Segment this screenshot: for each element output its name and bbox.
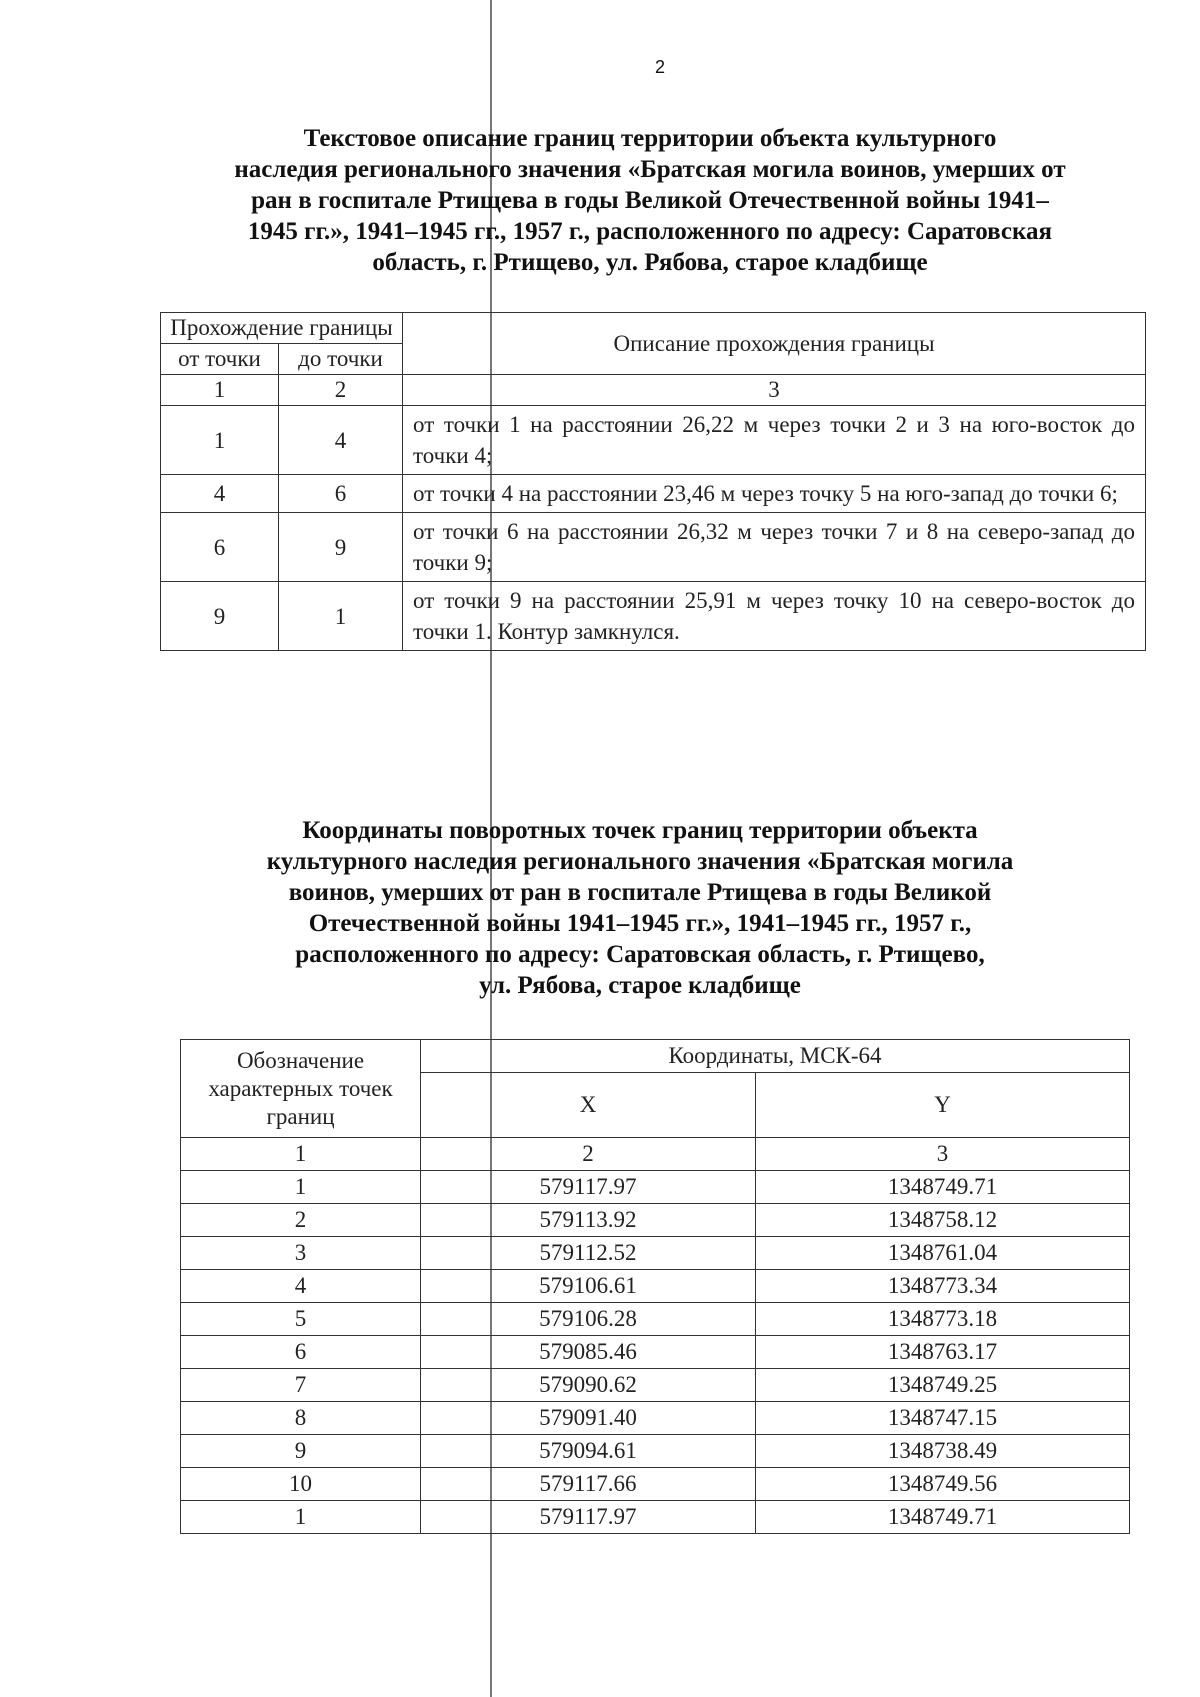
x-cell: 579106.61 [421,1270,756,1303]
to-point-cell: 9 [279,513,403,582]
title-line: культурного наследия регионального значения «Братская могила [266,848,1014,875]
x-cell: 579094.61 [421,1435,756,1468]
y-cell: 1348749.71 [756,1171,1130,1204]
table-row [161,582,1146,651]
boundary-description-table [160,312,1146,651]
table-row [181,1369,1130,1402]
from-point-cell: 1 [161,406,279,475]
column-number: 3 [756,1138,1130,1171]
column-number: 2 [421,1138,756,1171]
point-cell: 4 [181,1270,421,1303]
boundary-description-title [170,123,1130,278]
to-point-cell: 1 [279,582,403,651]
y-cell: 1348747.15 [756,1402,1130,1435]
header-point-designation: Обозначение характерных точек границ [181,1040,421,1138]
y-cell: 1348738.49 [756,1435,1130,1468]
point-cell: 7 [181,1369,421,1402]
page-number: 2 [654,57,665,77]
point-cell: 9 [181,1435,421,1468]
y-cell: 1348758.12 [756,1204,1130,1237]
y-cell: 1348763.17 [756,1336,1130,1369]
title-line: ран в госпитале Ртищева в годы Великой Отечественной войны 1941– [251,187,1049,214]
column-number: 2 [279,375,403,406]
from-point-cell: 9 [161,582,279,651]
table-row [181,1204,1130,1237]
table-row [181,1435,1130,1468]
to-point-cell: 6 [279,475,403,513]
y-cell: 1348761.04 [756,1237,1130,1270]
x-cell: 579117.66 [421,1468,756,1501]
from-point-cell: 6 [161,513,279,582]
header-from-point: от точки [161,344,279,375]
table-row [181,1501,1130,1534]
title-line: Координаты поворотных точек границ территории объекта [302,817,978,844]
description-cell: от точки 4 на расстоянии 23,46 м через точку 5 на юго-запад до точки 6; [403,475,1146,513]
title-line: 1945 гг.», 1941–1945 гг., 1957 г., расположенного по адресу: Саратовская [247,218,1053,245]
header-x: X [421,1073,756,1138]
y-cell: 1348749.56 [756,1468,1130,1501]
table-row [161,513,1146,582]
column-number: 1 [181,1138,421,1171]
title-line: ул. Рябова, старое кладбище [479,972,801,999]
table-row [181,1303,1130,1336]
y-cell: 1348749.25 [756,1369,1130,1402]
table-row [161,475,1146,513]
column-number: 1 [161,375,279,406]
column-number: 3 [403,375,1146,406]
coordinates-table [180,1039,1130,1534]
description-cell: от точки 1 на расстоянии 26,22 м через точки 2 и 3 на юго-восток до точки 4; [403,406,1146,475]
title-line: Отечественной войны 1941–1945 гг.», 1941–1945 гг., 1957 г., [308,910,972,937]
table-row [161,406,1146,475]
table-row [181,1237,1130,1270]
y-cell: 1348749.71 [756,1501,1130,1534]
header-coordinates: Координаты, МСК-64 [421,1040,1130,1073]
header-y: Y [756,1073,1130,1138]
x-cell: 579090.62 [421,1369,756,1402]
point-cell: 1 [181,1501,421,1534]
header-to-point: до точки [279,344,403,375]
table-row [181,1336,1130,1369]
title-line: расположенного по адресу: Саратовская область, г. Ртищево, [295,941,985,968]
to-point-cell: 4 [279,406,403,475]
header-boundary-description: Описание прохождения границы [403,313,1146,375]
coordinates-title [200,815,1080,1001]
y-cell: 1348773.34 [756,1270,1130,1303]
point-cell: 10 [181,1468,421,1501]
point-cell: 1 [181,1171,421,1204]
x-cell: 579085.46 [421,1336,756,1369]
point-cell: 6 [181,1336,421,1369]
title-line: наследия регионального значения «Братская могила воинов, умерших от [234,156,1066,183]
x-cell: 579117.97 [421,1501,756,1534]
table-row [181,1402,1130,1435]
x-cell: 579117.97 [421,1171,756,1204]
x-cell: 579106.28 [421,1303,756,1336]
point-cell: 5 [181,1303,421,1336]
title-line: воинов, умерших от ран в госпитале Ртищева в годы Великой [288,879,992,906]
point-cell: 3 [181,1237,421,1270]
x-cell: 579091.40 [421,1402,756,1435]
table-row [181,1270,1130,1303]
table-row [181,1468,1130,1501]
x-cell: 579113.92 [421,1204,756,1237]
description-cell: от точки 6 на расстоянии 26,32 м через точки 7 и 8 на северо-запад до точки 9; [403,513,1146,582]
table-row [181,1171,1130,1204]
title-line: Текстовое описание границ территории объекта культурного [303,125,997,152]
point-cell: 8 [181,1402,421,1435]
header-boundary-passage: Прохождение границы [161,313,403,344]
title-line: область, г. Ртищево, ул. Рябова, старое кладбище [372,249,928,276]
y-cell: 1348773.18 [756,1303,1130,1336]
from-point-cell: 4 [161,475,279,513]
x-cell: 579112.52 [421,1237,756,1270]
description-cell: от точки 9 на расстоянии 25,91 м через точку 10 на северо-восток до точки 1. Контур замкнулся. [403,582,1146,651]
point-cell: 2 [181,1204,421,1237]
